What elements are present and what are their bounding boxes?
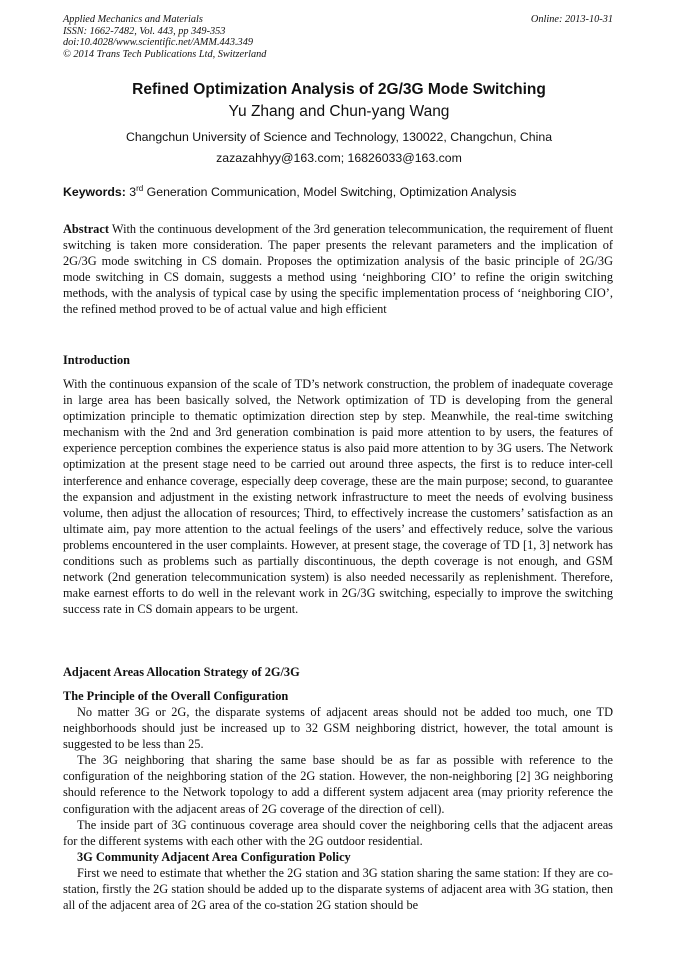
online-date: Online: 2013-10-31 [530, 14, 613, 25]
journal-name: Applied Mechanics and Materials [63, 14, 203, 25]
abstract-section [63, 221, 613, 318]
keywords-prefix: 3 [129, 185, 137, 199]
abstract-text: With the continuous development of the 3rd generation telecommunication, the requirement of fluent switching is taken more consideration. The paper presents the relevant parameters and the implication of 2G/3G mode switching in CS domain. Proposes the optimization analysis of the basic principle of 2G/3G mode switching in CS domain, suggests a method using ‘neighboring CIO’ to refine the origin switching methods, with the analysis of typical case by using the specific implementation process of ‘neighboring CIO’, the refined method proved to be of actual value and high efficient [63, 222, 613, 317]
principle-heading: The Principle of the Overall Configuration [63, 689, 289, 703]
principle-paragraph-3: The inside part of 3G continuous coverage area should cover the neighboring cells that the adjacent areas for the different systems with each other with the 2G outdoor residential. [63, 817, 613, 848]
journal-header [63, 14, 613, 60]
issn-line: ISSN: 1662-7482, Vol. 443, pp 349-353 [63, 25, 226, 37]
paper-emails: zazazahhyy@163.com; 16826033@163.com [216, 151, 462, 165]
principle-paragraph-1: No matter 3G or 2G, the disparate systems of adjacent areas should not be added too much, one TD neighborhoods should just be increased up to 32 GSM neighboring district, however, the total amount is suggested to be less than 25. [63, 705, 613, 752]
principle-paragraph-2: The 3G neighboring that sharing the same base should be as far as possible with reference to the configuration of the neighboring station of the 2G station. However, the non-neighboring [2] 3G neighboring should reference to the Network topology to add a different system adjacent area (may priority reference the configuration with the adjacent areas of 2G coverage of the direction of cell). [63, 753, 613, 816]
copyright-line: © 2014 Trans Tech Publications Ltd, Switzerland [63, 48, 267, 60]
community-paragraph: First we need to estimate that whether the 2G station and 3G station sharing the same station: If they are co-station, firstly the 2G station should be added up to the disparate systems of adjacent area with 3G station, then all of the adjacent area of 2G area of the co-station 2G station should be [63, 865, 613, 913]
abstract-label: Abstract [63, 222, 109, 236]
introduction-heading: Introduction [63, 353, 130, 367]
paper-affiliation: Changchun University of Science and Technology, 130022, Changchun, China [125, 130, 553, 144]
doi-line: doi:10.4028/www.scientific.net/AMM.443.349 [63, 37, 253, 49]
keywords-sup: rd [136, 184, 144, 193]
keywords-text: Generation Communication, Model Switching, Optimization Analysis [143, 185, 517, 199]
keywords-label: Keywords: [63, 185, 126, 199]
community-heading: 3G Community Adjacent Area Configuration Policy [77, 849, 351, 864]
keywords-line [63, 185, 516, 199]
introduction-paragraph: With the continuous expansion of the scale of TD’s network construction, the problem of inadequate coverage in large area has been basically solved, the Network optimization of TD is developing from the general optimization principle to thematic optimization direction step by step. Meanwhile, the real-time switching mechanism with the 2nd and 3rd generation combination is paid more attention to by users, the features of experience perception combines the experience status is also paid more attention to by 3G users. The Network optimization at the present stage need to be carried out around three aspects, the first is to reduce inter-cell interference and enhance coverage, especially deep coverage, these are the main purpose; second, to guarantee the expansion and adjustment in the existing network infrastructure to meet the needs of evolving business volume, then adjust the allocation of resources; Third, to effectively increase the customers’ satisfaction as an ultimate aim, pay more attention to the actual feelings of the users’ and effectively reduce, solve the various problems encountered in the user complaints. However, at present stage, the coverage of TD [1, 3] network has conditions such as problems such as partially discontinuous, the depth coverage is not enough, and GSM network (2nd generation telecommunication system) is also needed necessarily as replenishment. Therefore, make earnest efforts to do well in the relevant work in 2G/3G switching, especially to improve the switching success rate in CS domain appears to be urgent. [63, 377, 613, 617]
introduction-text [63, 376, 613, 617]
paper-authors: Yu Zhang and Chun-yang Wang [228, 103, 450, 120]
principle-section [63, 704, 613, 913]
paper-title: Refined Optimization Analysis of 2G/3G Mode Switching [132, 81, 546, 98]
adjacent-heading: Adjacent Areas Allocation Strategy of 2G/3G [63, 665, 300, 679]
